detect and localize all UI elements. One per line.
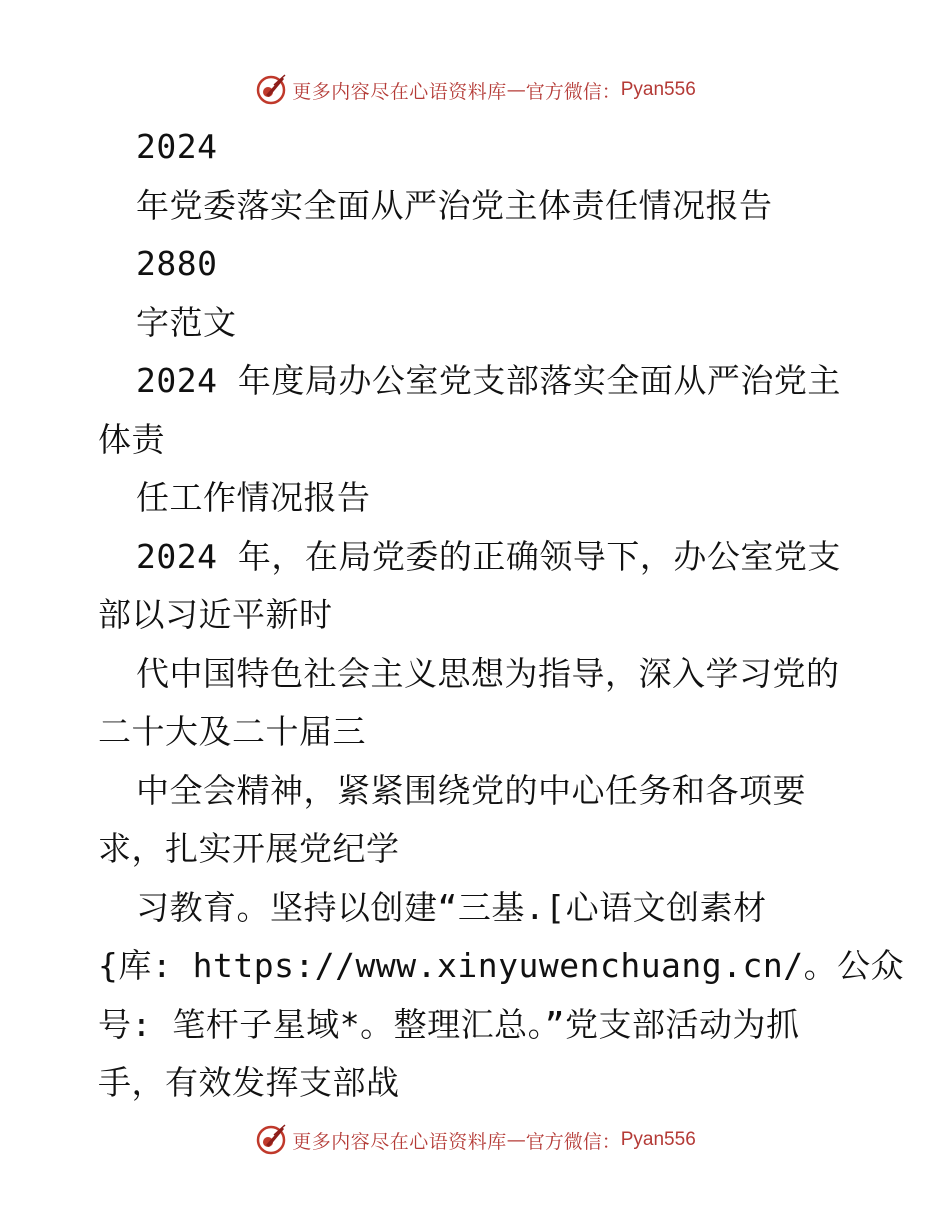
watermark-brand-text: 更多内容尽在心语资料库 (292, 80, 507, 103)
text-line: 代中国特色社会主义思想为指导，深入学习党的 (136, 653, 840, 693)
document-body (98, 118, 905, 1113)
quill-logo-icon (254, 1123, 288, 1157)
watermark-brand-text: 更多内容尽在心语资料库 (292, 1130, 507, 1153)
text-line: 体责 (98, 419, 165, 459)
text-line: 年党委落实全面从严治党主体责任情况报告 (136, 185, 773, 225)
text-line: 求，扎实开展党纪学 (98, 829, 400, 868)
text-line: 号: 笔杆子星域*。整理汇总。”党支部活动为抓 (98, 1004, 800, 1044)
watermark-official-label: 官方微信： (525, 1130, 621, 1153)
text-line: 任工作情况报告 (136, 478, 371, 517)
text-line: 中全会精神，紧紧围绕党的中心任务和各项要 (136, 770, 806, 810)
text-line: 二十大及二十届三 (98, 712, 366, 751)
quill-logo-icon (254, 73, 288, 107)
text-line: 习教育。坚持以创建“三基.[心语文创素材 (136, 887, 767, 927)
text-line: 2024 年度局办公室党支部落实全面从严治党主 (136, 361, 841, 400)
watermark-official-label: 官方微信： (525, 80, 621, 103)
footer-watermark (0, 1120, 950, 1160)
header-watermark (0, 70, 950, 110)
watermark-dash: — (506, 1129, 526, 1151)
text-line: 2024 (136, 127, 218, 166)
watermark-wechat-id: Pyan556 (620, 79, 696, 100)
text-line: 部以习近平新时 (98, 595, 333, 634)
text-line: 2880 (136, 244, 218, 283)
text-line: 字范文 (136, 302, 237, 342)
watermark-dash: — (506, 79, 526, 101)
text-line: 手，有效发挥支部战 (98, 1063, 400, 1102)
watermark-wechat-id: Pyan556 (620, 1129, 696, 1150)
text-line: {库: https://www.xinyuwenchuang.cn/。公众 (98, 946, 905, 985)
text-line: 2024 年，在局党委的正确领导下，办公室党支 (136, 536, 841, 576)
